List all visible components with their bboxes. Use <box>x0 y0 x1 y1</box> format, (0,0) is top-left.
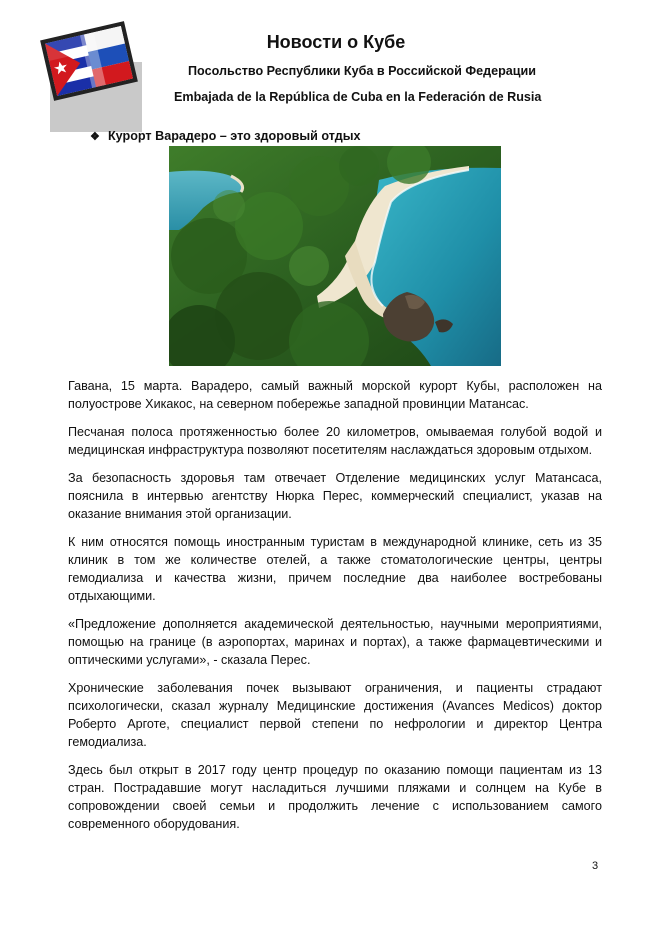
embassy-name-ru: Посольство Республики Куба в Российской Федерации <box>188 64 536 78</box>
beach-illustration <box>169 146 501 366</box>
diamond-bullet-icon: ❖ <box>90 131 100 143</box>
embassy-name-es: Embajada de la República de Cuba en la Federación de Rusia <box>174 90 542 104</box>
paragraph: К ним относятся помощь иностранным туристам в международной клинике, сеть из 35 клиник в том же количестве отелей, а также стоматологические центры, центры гемодиализа и качества жизни, причем последние два наиболее востребованы отдыхающими. <box>68 535 602 603</box>
article-heading <box>90 129 360 143</box>
paragraph: Хронические заболевания почек вызывают ограничения, и пациенты страдают психологически, сказал журналу Медицинские достижения (Avances Medicos) доктор Роберто Арготе, специалист первой степени по нефрологии и директор Центра гемодиализа. <box>68 681 602 749</box>
varadero-beach-photo <box>169 146 501 366</box>
article-body <box>68 377 602 843</box>
page-number: 3 <box>592 860 599 872</box>
article-title-text: Курорт Варадеро – это здоровый отдых <box>108 129 361 143</box>
paragraph: Гавана, 15 марта. Варадеро, самый важный морской курорт Кубы, расположен на полуострове Хикакос, на северном побережье западной провинции Матансас. <box>68 379 602 411</box>
paragraph: Здесь был открыт в 2017 году центр процедур по оказанию помощи пациентам из 13 стран. Пострадавшие могут насладиться лучшими пляжами и солнцем на Кубе в сопровождении своей семьи и продолжить лечение с использованием самого современного оборудования. <box>68 763 602 831</box>
paragraph: За безопасность здоровья там отвечает Отделение медицинских услуг Матансаса, пояснила в интервью агентству Нюрка Перес, коммерческий специалист, указав на оказание внимания этой организации. <box>68 471 602 521</box>
page-title: Новости о Кубе <box>266 32 406 52</box>
paragraph: Песчаная полоса протяженностью более 20 километров, омываемая голубой водой и медицинская инфраструктура позволяют посетителям наслаждаться здоровым отдыхом. <box>68 425 602 457</box>
paragraph: «Предложение дополняется академической деятельностью, научными мероприятиями, помощью на границе (в аэропортах, маринах и портах), а также фармацевтическими и оптическими услугами», - сказала Перес. <box>68 617 602 667</box>
